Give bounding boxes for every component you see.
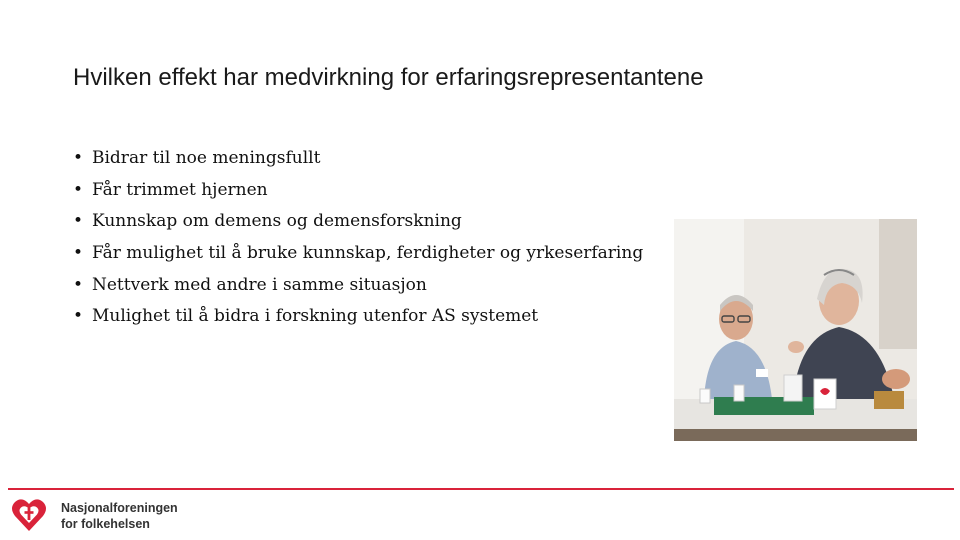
bullet-dot: • [73,243,84,264]
bullet-text: Nettverk med andre i samme situasjon [92,274,427,295]
heart-logo-icon [10,496,48,534]
bullet-text: Bidrar til noe meningsfullt [92,148,321,168]
bullet-dot: • [73,306,84,327]
organization-name-line2: for folkehelsen [61,517,150,531]
bullet-item [73,270,643,302]
footer-divider [8,488,954,490]
slide-title: Hvilken effekt har medvirkning for erfaringsrepresentantene [73,64,704,91]
bullet-item [73,301,643,333]
bullet-item [73,175,643,207]
bullet-text: Får mulighet til å bruke kunnskap, ferdigheter og yrkeserfaring [92,243,644,264]
bullet-item [73,238,643,270]
organization-name-line1: Nasjonalforeningen [61,501,178,515]
bullet-text: Mulighet til å bidra i forskning utenfor AS systemet [92,306,539,327]
bullet-text: Får trimmet hjernen [92,179,268,200]
bullet-dot: • [73,148,84,168]
bullet-item [73,206,643,238]
bullet-dot: • [73,179,84,200]
bullet-dot: • [73,274,84,295]
bullet-item [73,143,643,175]
bullet-dot: • [73,211,84,232]
organization-name [61,500,178,532]
bullet-text: Kunnskap om demens og demensforskning [92,211,462,232]
bullet-list [73,143,643,333]
meeting-photo [674,219,917,441]
